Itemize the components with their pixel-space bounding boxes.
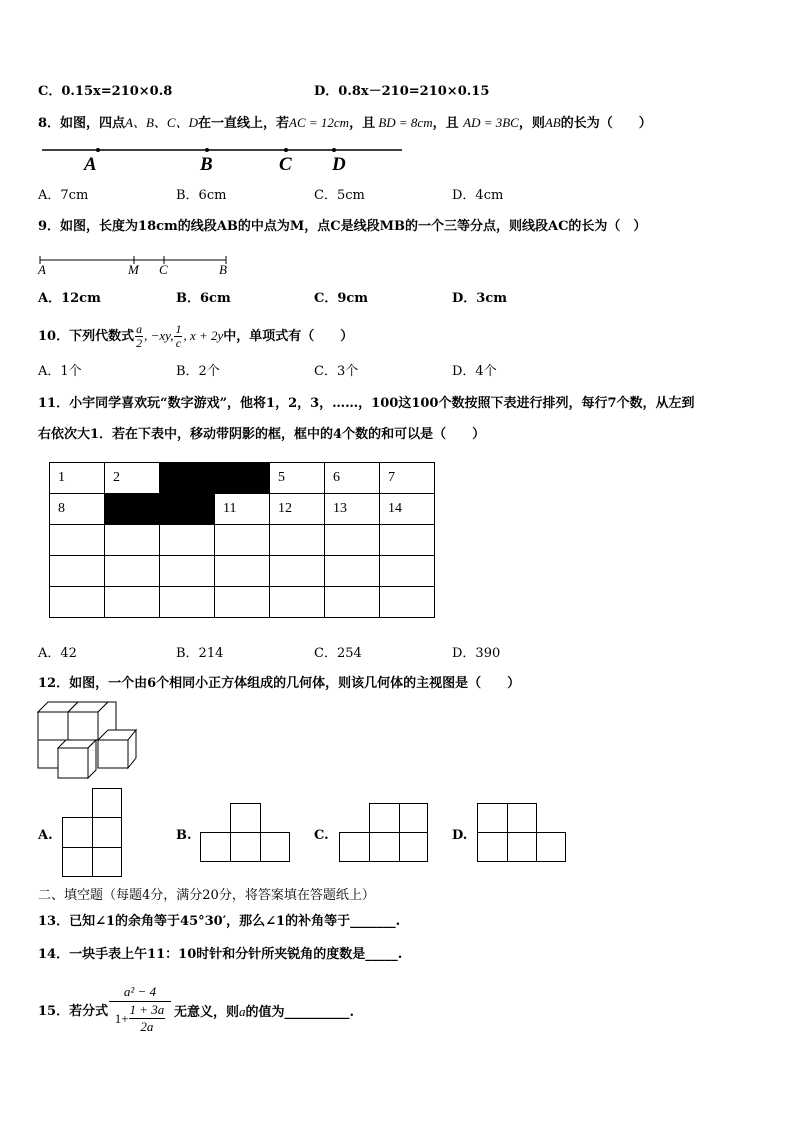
q8-option-d: D．4cm	[452, 188, 504, 203]
q7-option-c: C．0.15x=210×0.8	[38, 84, 173, 99]
q11-option-c: C．254	[314, 646, 362, 661]
q9-option-c: C．9cm	[314, 291, 369, 306]
q9-label-c: C	[159, 262, 168, 277]
q15-fraction	[109, 984, 171, 1035]
q15-numerator: a² − 4	[109, 984, 171, 1002]
q10-stem: 10．下列代数式 $\frac{a}{2}$ , −xy, $\frac{1}{c}$ , x + 2y中，单项式有（ ）	[38, 322, 354, 350]
q11-stem-line2: 右依次大1．若在下表中，移动带阴影的框，框中的4个数的和可以是（ ）	[38, 427, 486, 442]
table-cell: 6	[325, 463, 380, 494]
q15-den-prefix: 1+	[114, 1010, 129, 1026]
q15-suffix: 无意义，则a的值为__________.	[174, 1004, 355, 1020]
table-cell: 12	[270, 494, 325, 525]
q8-option-a: A．7cm	[38, 188, 89, 203]
q8-stem: 8．如图，四点A、B、C、D在一直线上，若AC = 12cm，且 BD = 8cm，且 AD = 3BC，则AB的长为（ ）	[38, 115, 652, 131]
q9-stem: 9．如图，长度为18cm的线段AB的中点为M，点C是线段MB的一个三等分点，则线段AC的长为（ ）	[38, 219, 647, 234]
q15-prefix: 15．若分式	[38, 1004, 109, 1019]
q9-label-m: M	[128, 262, 139, 277]
q8-option-c: C．5cm	[314, 188, 365, 203]
section-heading: 二、填空题（每题4分，满分20分，将答案填在答题纸上）	[38, 888, 375, 903]
q10-option-d: D．4个	[452, 364, 497, 379]
q7-option-d: D．0.8x－210=210×0.15	[314, 84, 490, 99]
table-cell: 14	[380, 494, 435, 525]
q10-option-c: C．3个	[314, 364, 359, 379]
table-cell: 11	[215, 494, 270, 525]
shaded-cell	[160, 463, 215, 494]
q9-option-b: B．6cm	[176, 291, 231, 306]
q12-option-a-label: A.	[38, 828, 53, 843]
q12-option-d-label: D.	[452, 828, 468, 843]
q9-label-b: B	[219, 262, 227, 277]
q15-inner-denominator: 2a	[140, 1019, 154, 1034]
q8-label-d: D	[332, 154, 346, 175]
q11-option-a: A．42	[38, 646, 77, 661]
q12-cube-solid-figure	[36, 700, 146, 780]
q11-stem-line1: 11．小宇同学喜欢玩“数字游戏”，他将1，2，3，……，100这100个数按照下表进行排列，每行7个数，从左到	[38, 396, 695, 411]
table-cell: 13	[325, 494, 380, 525]
q13-stem: 13．已知∠1的余角等于45°30′，那么∠1的补角等于_______.	[38, 914, 401, 929]
q8-option-b: B．6cm	[176, 188, 227, 203]
shaded-cell	[215, 463, 270, 494]
q11-option-b: B．214	[176, 646, 224, 661]
q14-stem: 14．一块手表上午11：10时针和分针所夹锐角的度数是_____.	[38, 947, 403, 962]
q8-label-b: B	[200, 154, 213, 175]
q10-option-b: B．2个	[176, 364, 220, 379]
q12-stem: 12．如图，一个由6个相同小正方体组成的几何体，则该几何体的主视图是（ ）	[38, 676, 521, 691]
shaded-cell	[160, 494, 215, 525]
table-cell: 7	[380, 463, 435, 494]
q11-option-d: D．390	[452, 646, 501, 661]
q9-label-a: A	[38, 262, 46, 277]
table-cell: 2	[105, 463, 160, 494]
q12-option-c-label: C.	[314, 828, 329, 843]
shaded-cell	[105, 494, 160, 525]
q9-option-a: A．12cm	[38, 291, 101, 306]
q15-inner-numerator: 1 + 3a	[129, 1002, 165, 1017]
table-cell: 5	[270, 463, 325, 494]
q10-option-a: A．1个	[38, 364, 82, 379]
table-cell: 1	[50, 463, 105, 494]
q12-option-b-label: B.	[176, 828, 192, 843]
q8-label-a: A	[84, 154, 97, 175]
table-cell: 8	[50, 494, 105, 525]
q11-number-table	[49, 462, 435, 618]
q9-option-d: D．3cm	[452, 291, 507, 306]
q8-label-c: C	[279, 154, 292, 175]
